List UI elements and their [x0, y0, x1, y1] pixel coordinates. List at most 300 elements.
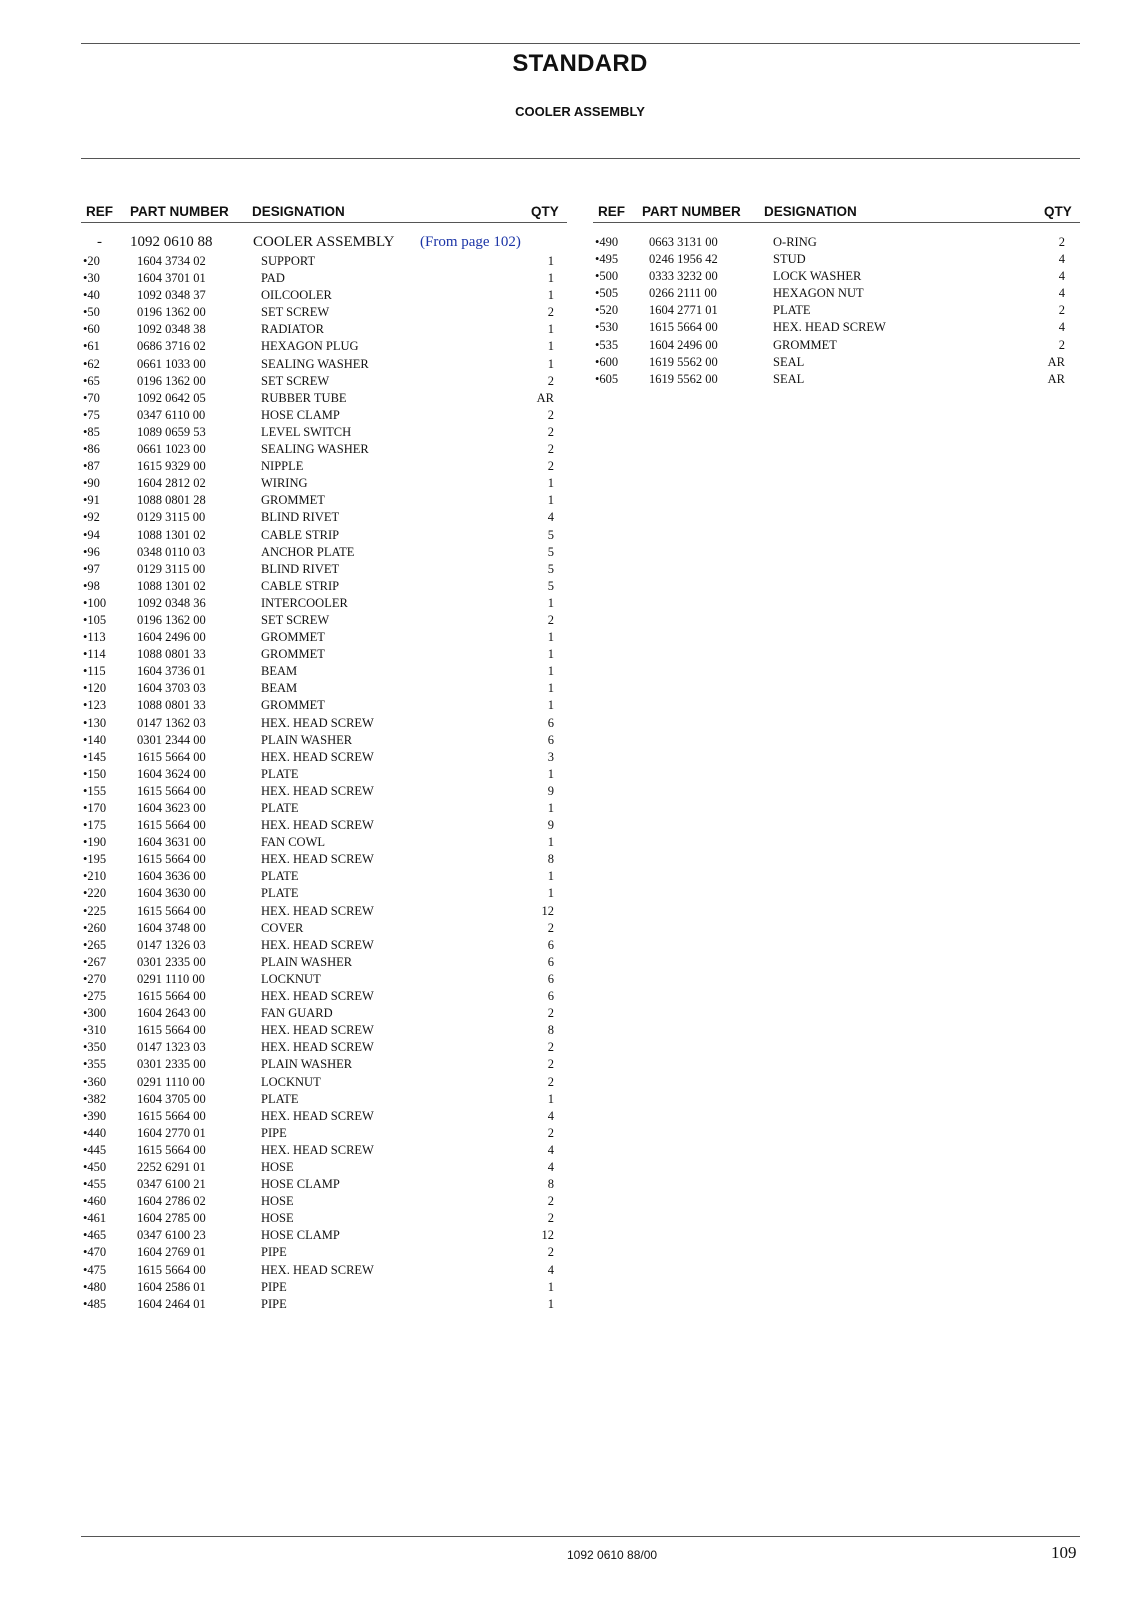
ref-cell: •105	[83, 612, 107, 627]
part-number-cell: 0347 6100 21	[137, 1177, 206, 1192]
designation-cell: BEAM	[261, 681, 298, 696]
qty-cell: 1	[547, 647, 554, 662]
qty-cell: 1	[547, 254, 554, 268]
table-row	[81, 680, 567, 697]
table-row	[81, 356, 567, 373]
table-row	[81, 834, 567, 851]
table-row	[81, 697, 567, 714]
designation-cell: FAN GUARD	[261, 1006, 333, 1021]
qty-cell: 2	[1058, 337, 1065, 352]
designation-cell: HOSE CLAMP	[261, 1177, 340, 1192]
ref-cell: •350	[83, 1040, 107, 1055]
qty-cell: 2	[547, 305, 554, 320]
qty-cell: 1	[547, 339, 554, 354]
designation-cell: HOSE CLAMP	[261, 407, 340, 422]
table-row	[81, 321, 567, 338]
from-page-link[interactable]: (From page 102)	[420, 234, 521, 250]
table-row	[81, 988, 567, 1005]
ref-cell: •98	[83, 578, 100, 593]
part-number-cell: 1088 0801 33	[137, 647, 206, 662]
part-number-cell: 1092 0348 37	[137, 288, 206, 303]
qty-cell: 12	[541, 1228, 554, 1243]
table-row	[81, 475, 567, 492]
qty-cell: 8	[547, 852, 554, 867]
col-qty-header: QTY	[1044, 204, 1072, 219]
ref-cell: •465	[83, 1228, 107, 1243]
part-number-cell: 1615 5664 00	[137, 818, 206, 833]
designation-cell: SEAL	[773, 354, 805, 369]
part-number-cell: 1089 0659 53	[137, 424, 206, 439]
ref-cell: •470	[83, 1245, 107, 1260]
part-number-cell: 0663 3131 00	[649, 235, 718, 249]
table-row	[81, 1159, 567, 1176]
qty-cell: 2	[547, 1006, 554, 1021]
qty-cell: 4	[1058, 269, 1065, 284]
part-number-cell: 1088 0801 28	[137, 493, 206, 508]
table-row	[81, 715, 567, 732]
part-number-cell: 1615 5664 00	[137, 903, 206, 918]
designation-cell: FAN COWL	[261, 835, 326, 850]
left-rows	[81, 253, 567, 1313]
table-row	[81, 1244, 567, 1261]
part-number-cell: 1604 3734 02	[137, 254, 206, 268]
qty-cell: 1	[547, 630, 554, 645]
table-row	[593, 234, 1080, 251]
part-number-cell: 0196 1362 00	[137, 373, 206, 388]
part-number-cell: 1088 1301 02	[137, 527, 206, 542]
part-number-cell: 1604 3630 00	[137, 886, 206, 901]
table-row	[81, 1262, 567, 1279]
part-number-cell: 1615 5664 00	[137, 1262, 206, 1277]
table-row	[81, 954, 567, 971]
qty-cell: 2	[547, 1211, 554, 1226]
qty-cell: 2	[547, 373, 554, 388]
part-number-cell: 1619 5562 00	[649, 354, 718, 369]
ref-cell: •495	[595, 252, 619, 267]
part-number-cell: 1615 5664 00	[137, 749, 206, 764]
part-number-cell: 1615 5664 00	[137, 1023, 206, 1038]
designation-cell: PAD	[261, 271, 285, 286]
qty-cell: 1	[547, 869, 554, 884]
part-number-cell: 1615 5664 00	[137, 989, 206, 1004]
table-row	[81, 270, 567, 287]
part-number-cell: 1092 0348 38	[137, 322, 206, 337]
designation-cell: INTERCOOLER	[261, 595, 348, 610]
table-row	[593, 268, 1080, 285]
table-row	[81, 817, 567, 834]
designation-cell: HEX. HEAD SCREW	[261, 903, 374, 918]
part-number-cell: 1092 0348 36	[137, 595, 206, 610]
designation-cell: OILCOOLER	[261, 288, 332, 303]
page-subtitle: COOLER ASSEMBLY	[515, 104, 645, 119]
part-number-cell: 1619 5562 00	[649, 371, 718, 386]
qty-cell: 2	[547, 1125, 554, 1140]
table-row	[81, 287, 567, 304]
table-row	[81, 851, 567, 868]
designation-cell: BLIND RIVET	[261, 561, 340, 576]
part-number-cell: 1604 3631 00	[137, 835, 206, 850]
designation-cell: PLATE	[261, 886, 299, 901]
ref-cell: •450	[83, 1159, 107, 1174]
qty-cell: 4	[1058, 286, 1065, 301]
part-number-cell: 1604 2812 02	[137, 476, 206, 491]
qty-cell: 4	[547, 1159, 554, 1174]
part-number-cell: 1615 5664 00	[649, 320, 718, 335]
designation-cell: SET SCREW	[261, 373, 330, 388]
ref-cell: •455	[83, 1177, 107, 1192]
ref-cell: •92	[83, 510, 100, 525]
ref-cell: •210	[83, 869, 107, 884]
qty-cell: 6	[547, 937, 554, 952]
part-number-cell: 1088 0801 33	[137, 698, 206, 713]
ref-cell: •170	[83, 801, 107, 815]
table-row	[81, 492, 567, 509]
designation-cell: GROMMET	[261, 630, 325, 645]
ref-cell: •30	[83, 271, 100, 286]
qty-cell: AR	[1047, 371, 1065, 386]
table-row	[81, 1074, 567, 1091]
ref-cell: •60	[83, 322, 100, 337]
designation-cell: HEXAGON NUT	[773, 286, 864, 301]
part-number-cell: 1604 3701 01	[137, 271, 206, 286]
table-row	[81, 783, 567, 800]
ref-cell: •360	[83, 1074, 107, 1089]
qty-cell: 2	[1058, 235, 1065, 249]
main-item-designation: COOLER ASSEMBLY	[253, 234, 395, 250]
ref-cell: •113	[83, 630, 106, 645]
qty-cell: 3	[547, 749, 554, 764]
table-row	[81, 441, 567, 458]
ref-cell: •140	[83, 732, 107, 747]
ref-cell: •90	[83, 476, 100, 491]
ref-cell: •87	[83, 459, 100, 474]
designation-cell: HEX. HEAD SCREW	[261, 1262, 374, 1277]
ref-cell: •605	[595, 371, 619, 386]
qty-cell: 1	[547, 664, 554, 679]
designation-cell: PIPE	[261, 1245, 287, 1260]
ref-cell: •440	[83, 1125, 107, 1140]
qty-cell: 1	[547, 595, 554, 610]
designation-cell: NIPPLE	[261, 459, 304, 474]
part-number-cell: 1604 2496 00	[649, 337, 718, 352]
table-header	[593, 203, 1080, 223]
qty-cell: 1	[547, 476, 554, 491]
part-number-cell: 0301 2335 00	[137, 954, 206, 969]
ref-cell: •70	[83, 390, 100, 405]
ref-cell: •445	[83, 1142, 107, 1157]
designation-cell: HEX. HEAD SCREW	[261, 1023, 374, 1038]
ref-cell: •85	[83, 424, 100, 439]
right-rows	[593, 234, 1080, 388]
qty-cell: 6	[547, 989, 554, 1004]
table-row	[81, 373, 567, 390]
designation-cell: PLAIN WASHER	[261, 1057, 353, 1072]
part-number-cell: 1604 2786 02	[137, 1194, 206, 1209]
designation-cell: HEX. HEAD SCREW	[261, 989, 374, 1004]
part-number-cell: 1604 3736 01	[137, 664, 206, 679]
designation-cell: HEX. HEAD SCREW	[261, 818, 374, 833]
ref-cell: •270	[83, 971, 107, 986]
part-number-cell: 1604 2496 00	[137, 630, 206, 645]
ref-cell: •62	[83, 356, 100, 371]
part-number-cell: 1092 0642 05	[137, 390, 206, 405]
table-row	[81, 885, 567, 902]
ref-cell: •100	[83, 595, 107, 610]
qty-cell: 1	[547, 886, 554, 901]
part-number-cell: 1615 5664 00	[137, 852, 206, 867]
table-row	[81, 937, 567, 954]
ref-cell: •225	[83, 903, 107, 918]
ref-cell: •267	[83, 954, 107, 969]
table-row	[81, 903, 567, 920]
qty-cell: 2	[547, 612, 554, 627]
table-row	[593, 337, 1080, 354]
part-number-cell: 0266 2111 00	[649, 286, 717, 301]
part-number-cell: 1604 2586 01	[137, 1279, 206, 1294]
table-row	[81, 1176, 567, 1193]
table-row	[81, 1227, 567, 1244]
qty-cell: 2	[547, 1074, 554, 1089]
table-row	[593, 319, 1080, 336]
ref-cell: •120	[83, 681, 107, 696]
designation-cell: HEX. HEAD SCREW	[261, 783, 374, 798]
ref-cell: •150	[83, 766, 107, 781]
qty-cell: 1	[547, 271, 554, 286]
part-number-cell: 1604 3624 00	[137, 766, 206, 781]
table-row	[81, 561, 567, 578]
top-rule	[81, 43, 1080, 44]
designation-cell: SET SCREW	[261, 612, 330, 627]
part-number-cell: 0196 1362 00	[137, 612, 206, 627]
part-number-cell: 0147 1362 03	[137, 715, 206, 730]
designation-cell: BLIND RIVET	[261, 510, 340, 525]
designation-cell: HOSE	[261, 1194, 294, 1209]
designation-cell: GROMMET	[261, 493, 325, 508]
part-number-cell: 0301 2344 00	[137, 732, 206, 747]
footer-rule	[81, 1536, 1080, 1537]
main-item-row	[81, 232, 567, 253]
qty-cell: 2	[547, 1194, 554, 1209]
qty-cell: 8	[547, 1177, 554, 1192]
table-row	[81, 732, 567, 749]
table-row	[81, 527, 567, 544]
table-row	[81, 1091, 567, 1108]
col-part-number-header: PART NUMBER	[642, 204, 741, 219]
ref-cell: •275	[83, 989, 107, 1004]
designation-cell: HEX. HEAD SCREW	[261, 937, 374, 952]
designation-cell: GROMMET	[261, 698, 325, 713]
qty-cell: 1	[547, 766, 554, 781]
qty-cell: 1	[547, 1296, 554, 1311]
ref-cell: •530	[595, 320, 619, 335]
ref-cell: •123	[83, 698, 107, 713]
ref-cell: •145	[83, 749, 107, 764]
designation-cell: HEX. HEAD SCREW	[773, 320, 886, 335]
designation-cell: GROMMET	[261, 647, 325, 662]
qty-cell: AR	[1047, 354, 1065, 369]
qty-cell: 5	[547, 527, 554, 542]
part-number-cell: 0686 3716 02	[137, 339, 206, 354]
ref-cell: •490	[595, 235, 619, 249]
ref-cell: •310	[83, 1023, 107, 1038]
ref-cell: •175	[83, 818, 107, 833]
qty-cell: 2	[547, 1057, 554, 1072]
part-number-cell: 2252 6291 01	[137, 1159, 206, 1174]
qty-cell: 1	[547, 1091, 554, 1106]
table-row	[81, 338, 567, 355]
qty-cell: 1	[547, 835, 554, 850]
qty-cell: 9	[547, 818, 554, 833]
col-ref-header: REF	[598, 204, 625, 219]
ref-cell: •86	[83, 442, 100, 457]
designation-cell: HOSE	[261, 1211, 294, 1226]
table-row	[81, 646, 567, 663]
ref-cell: •40	[83, 288, 100, 303]
qty-cell: 8	[547, 1023, 554, 1038]
ref-cell: •114	[83, 647, 106, 662]
qty-cell: 4	[1058, 320, 1065, 335]
part-number-cell: 1604 3748 00	[137, 920, 206, 935]
part-number-cell: 1615 9329 00	[137, 459, 206, 474]
ref-cell: •475	[83, 1262, 107, 1277]
table-row	[81, 629, 567, 646]
part-number-cell: 1615 5664 00	[137, 783, 206, 798]
part-number-cell: 1604 2643 00	[137, 1006, 206, 1021]
part-number-cell: 0348 0110 03	[137, 544, 206, 559]
qty-cell: 4	[1058, 252, 1065, 267]
designation-cell: PLATE	[261, 1091, 299, 1106]
table-row	[593, 354, 1080, 371]
qty-cell: 1	[547, 288, 554, 303]
table-row	[593, 285, 1080, 302]
ref-cell: •20	[83, 254, 100, 268]
part-number-cell: 0301 2335 00	[137, 1057, 206, 1072]
part-number-cell: 0147 1323 03	[137, 1040, 206, 1055]
table-row	[81, 1193, 567, 1210]
qty-cell: 2	[547, 459, 554, 474]
qty-cell: 2	[547, 407, 554, 422]
ref-cell: •91	[83, 493, 100, 508]
designation-cell: LOCKNUT	[261, 971, 321, 986]
part-number-cell: 1088 1301 02	[137, 578, 206, 593]
ref-cell: •97	[83, 561, 100, 576]
table-row	[593, 251, 1080, 268]
qty-cell: 12	[541, 903, 554, 918]
table-row	[81, 544, 567, 561]
part-number-cell: 0291 1110 00	[137, 1074, 205, 1089]
part-number-cell: 1604 3703 03	[137, 681, 206, 696]
table-row	[81, 424, 567, 441]
qty-cell: 6	[547, 732, 554, 747]
ref-cell: •480	[83, 1279, 107, 1294]
designation-cell: PLATE	[261, 766, 299, 781]
table-row	[593, 302, 1080, 319]
col-ref-header: REF	[86, 204, 113, 219]
designation-cell: PIPE	[261, 1296, 287, 1311]
qty-cell: 6	[547, 954, 554, 969]
table-row	[81, 509, 567, 526]
designation-cell: O-RING	[773, 235, 817, 249]
ref-cell: •260	[83, 920, 107, 935]
designation-cell: STUD	[773, 252, 806, 267]
qty-cell: 5	[547, 561, 554, 576]
designation-cell: ANCHOR PLATE	[261, 544, 355, 559]
designation-cell: BEAM	[261, 664, 298, 679]
table-row	[81, 1005, 567, 1022]
ref-cell: •96	[83, 544, 100, 559]
qty-cell: 4	[547, 1108, 554, 1123]
table-row	[81, 1056, 567, 1073]
table-row	[81, 612, 567, 629]
ref-cell: •485	[83, 1296, 107, 1311]
qty-cell: 2	[547, 1245, 554, 1260]
qty-cell: 6	[547, 715, 554, 730]
table-row	[81, 253, 567, 270]
table-row	[81, 663, 567, 680]
qty-cell: AR	[536, 390, 554, 405]
qty-cell: 4	[547, 1262, 554, 1277]
designation-cell: WIRING	[261, 476, 308, 491]
qty-cell: 6	[547, 971, 554, 986]
table-row	[81, 1022, 567, 1039]
qty-cell: 2	[1058, 303, 1065, 318]
designation-cell: SET SCREW	[261, 305, 330, 320]
table-row	[81, 595, 567, 612]
ref-cell: •65	[83, 373, 100, 388]
part-number-cell: 0291 1110 00	[137, 971, 205, 986]
part-number-cell: 0661 1033 00	[137, 356, 206, 371]
designation-cell: PLATE	[773, 303, 811, 318]
ref-cell: •61	[83, 339, 100, 354]
header-rule	[81, 158, 1080, 159]
ref-cell: •190	[83, 835, 107, 850]
ref-cell: •460	[83, 1194, 107, 1209]
table-header	[81, 203, 567, 223]
ref-cell: •500	[595, 269, 619, 284]
ref-cell: •115	[83, 664, 106, 679]
part-number-cell: 1604 2771 01	[649, 303, 718, 318]
designation-cell: PIPE	[261, 1279, 287, 1294]
designation-cell: SEAL	[773, 371, 805, 386]
table-row	[81, 1125, 567, 1142]
page-title: STANDARD	[512, 50, 648, 77]
designation-cell: PLATE	[261, 801, 299, 815]
designation-cell: PLAIN WASHER	[261, 732, 353, 747]
table-row	[81, 920, 567, 937]
designation-cell: HEX. HEAD SCREW	[261, 852, 374, 867]
part-number-cell: 0246 1956 42	[649, 252, 718, 267]
ref-cell: •382	[83, 1091, 107, 1106]
main-item-ref: -	[97, 234, 102, 250]
designation-cell: CABLE STRIP	[261, 527, 340, 542]
qty-cell: 2	[547, 424, 554, 439]
designation-cell: HEX. HEAD SCREW	[261, 749, 374, 764]
ref-cell: •220	[83, 886, 107, 901]
qty-cell: 5	[547, 544, 554, 559]
table-row	[81, 1039, 567, 1056]
ref-cell: •505	[595, 286, 619, 301]
designation-cell: CABLE STRIP	[261, 578, 340, 593]
part-number-cell: 1604 3705 00	[137, 1091, 206, 1106]
designation-cell: LOCKNUT	[261, 1074, 321, 1089]
designation-cell: COVER	[261, 920, 304, 935]
main-item-part-number: 1092 0610 88	[130, 234, 213, 250]
col-designation-header: DESIGNATION	[252, 204, 345, 219]
table-row	[81, 971, 567, 988]
table-row	[81, 800, 567, 817]
part-number-cell: 0147 1326 03	[137, 937, 206, 952]
parts-table-right	[593, 203, 1080, 388]
